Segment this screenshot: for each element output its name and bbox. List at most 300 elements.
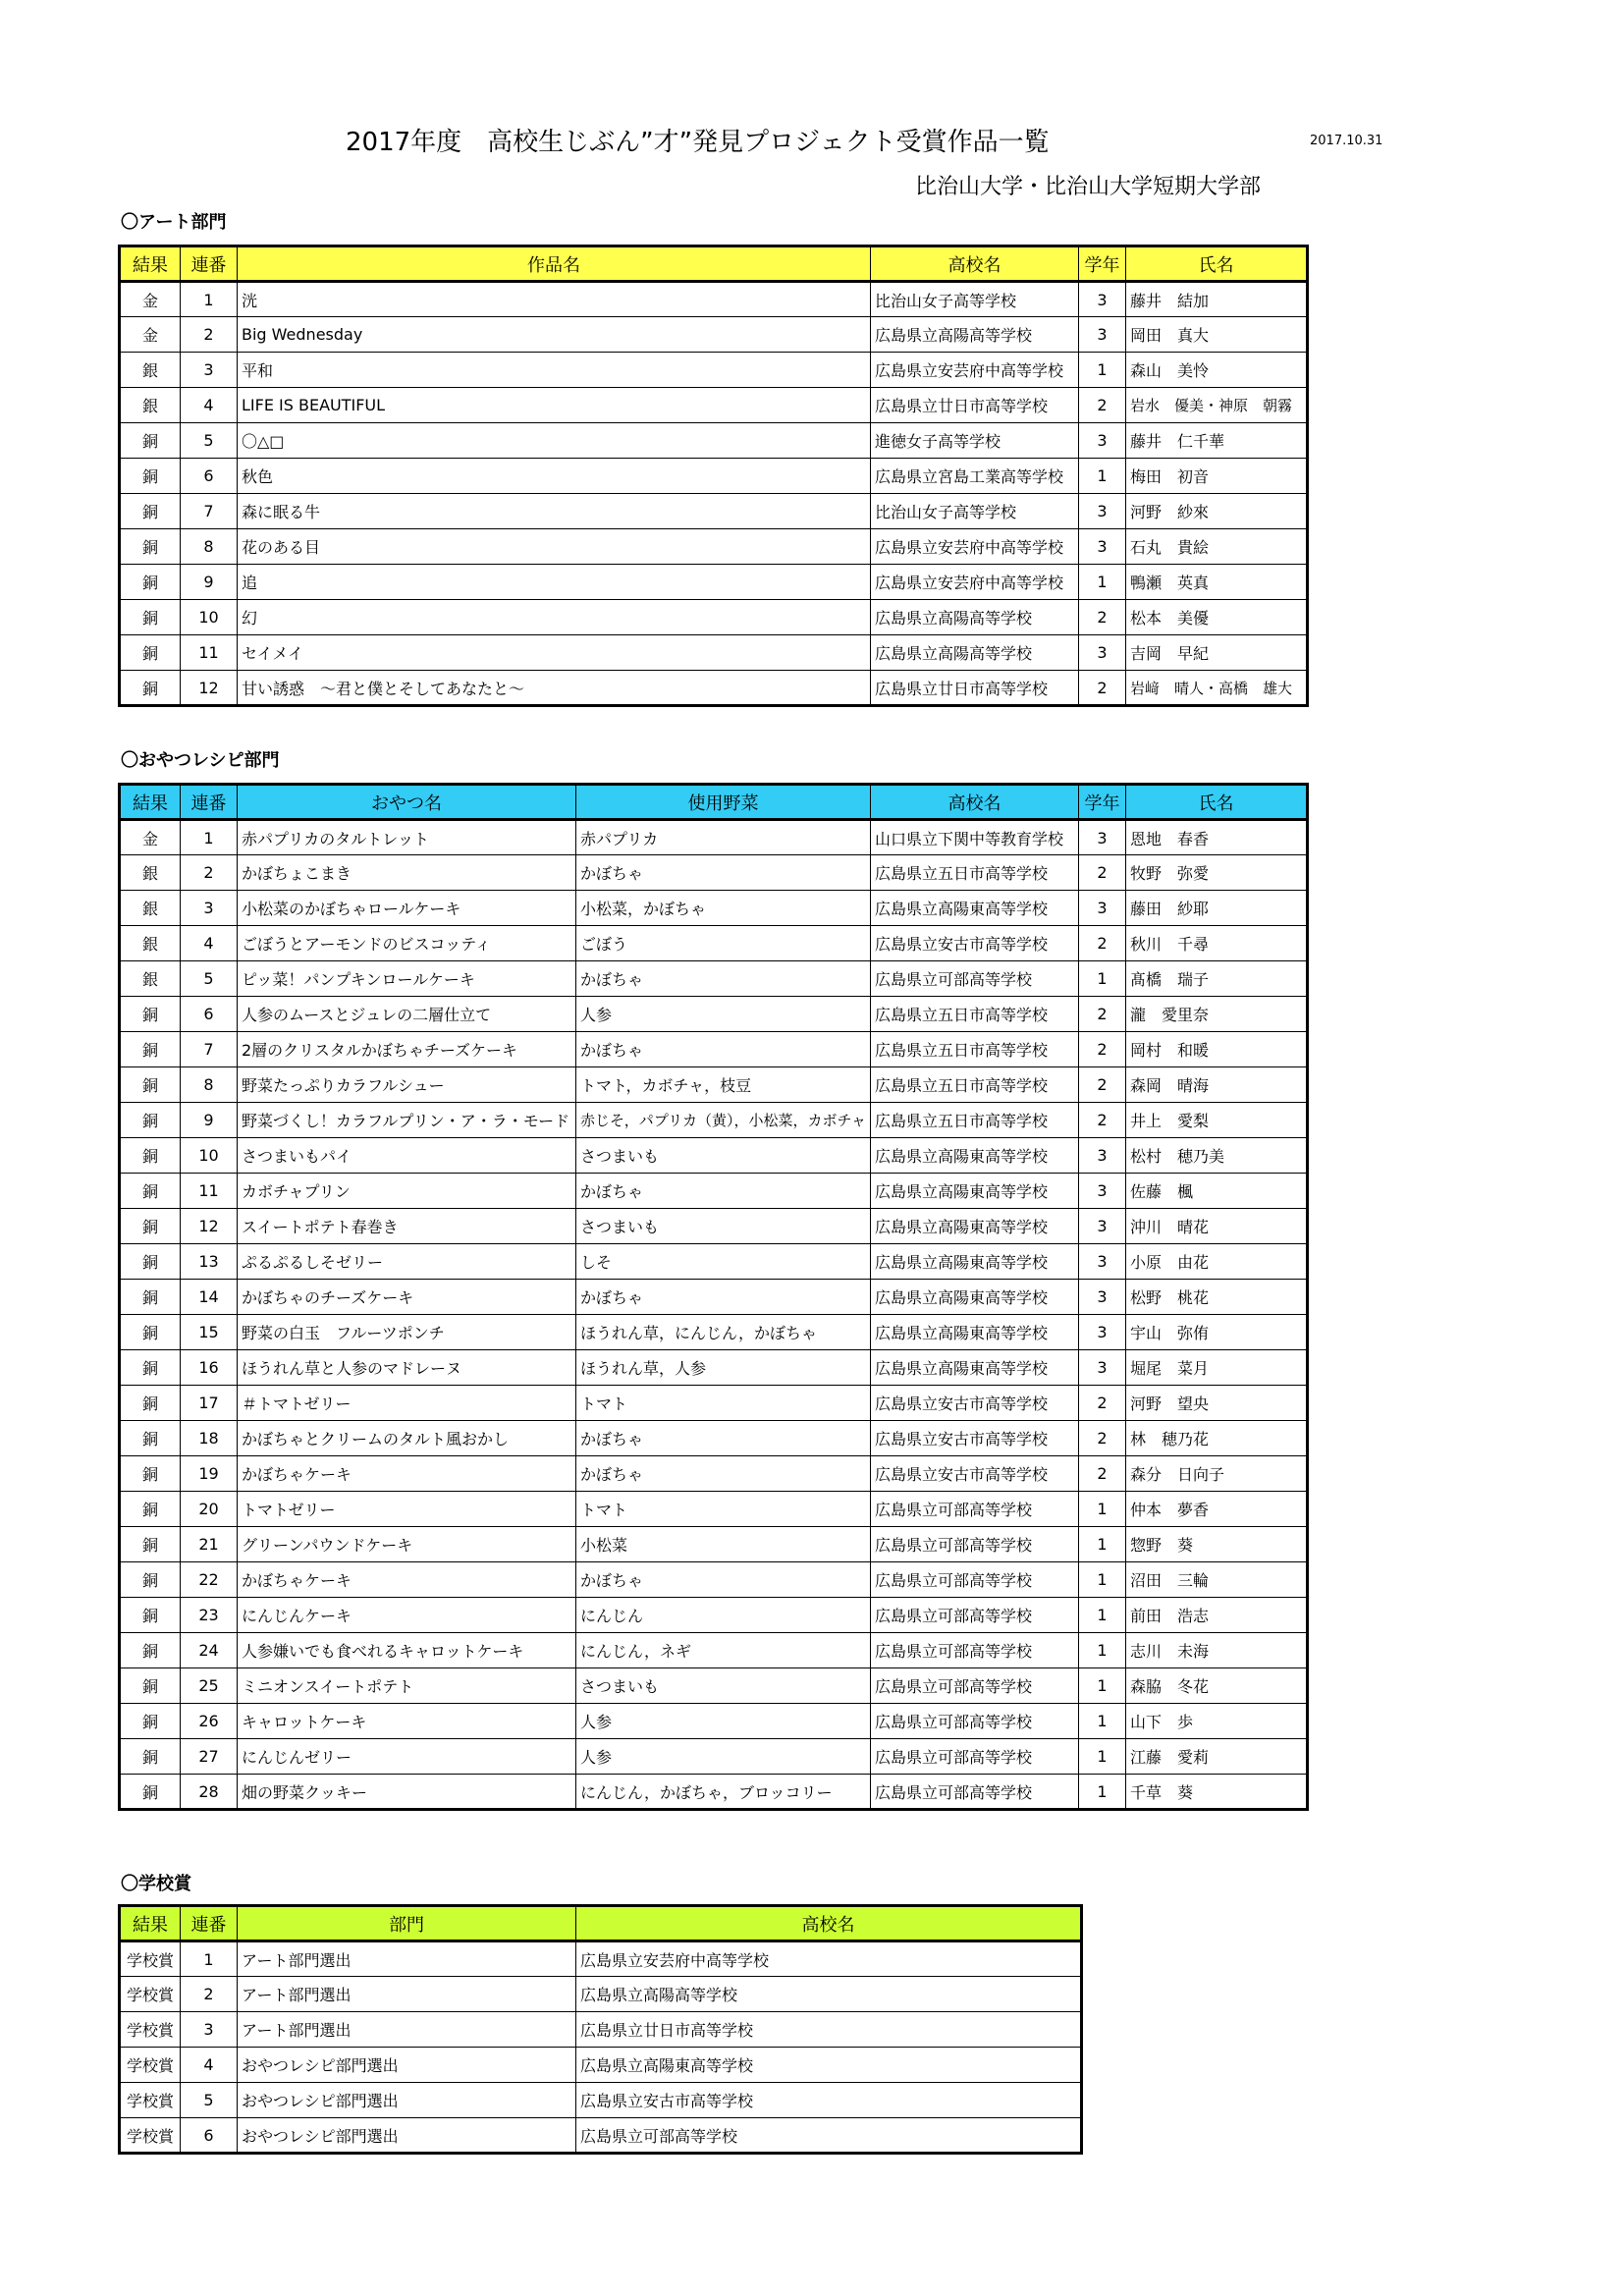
table-row [120, 600, 1308, 635]
cell-grade: 3 [1079, 1280, 1126, 1315]
table-row [120, 1174, 1308, 1209]
cell-no: 4 [181, 2048, 238, 2083]
cell-result: 銅 [120, 671, 181, 706]
cell-name: 森岡 晴海 [1126, 1067, 1308, 1103]
cell-snack: 畑の野菜クッキー [238, 1775, 576, 1810]
cell-school: 広島県立高陽東高等学校 [871, 1244, 1079, 1280]
cell-grade: 2 [1079, 1032, 1126, 1067]
cell-name: 瀧 愛里奈 [1126, 997, 1308, 1032]
cell-work: 平和 [238, 353, 871, 388]
cell-school: 広島県立高陽高等学校 [871, 317, 1079, 353]
table-row [120, 388, 1308, 423]
cell-school: 広島県立廿日市高等学校 [576, 2012, 1082, 2048]
cell-school: 広島県立高陽東高等学校 [576, 2048, 1082, 2083]
cell-school: 広島県立高陽東高等学校 [871, 1350, 1079, 1386]
cell-grade: 1 [1079, 1739, 1126, 1775]
table-row [120, 1598, 1308, 1633]
table-row [120, 926, 1308, 961]
cell-dept: アート部門選出 [238, 1977, 576, 2012]
cell-result: 学校賞 [120, 2048, 181, 2083]
cell-veg: ほうれん草，人参 [576, 1350, 871, 1386]
cell-snack: にんじんケーキ [238, 1598, 576, 1633]
cell-name: 岩﨑 晴人・高橋 雄大 [1126, 671, 1308, 706]
cell-veg: かぼちゃ [576, 961, 871, 997]
cell-no: 27 [181, 1739, 238, 1775]
cell-grade: 1 [1079, 1704, 1126, 1739]
cell-snack: 赤パプリカのタルトレット [238, 820, 576, 855]
cell-grade: 3 [1079, 1244, 1126, 1280]
cell-name: 鴨瀬 英真 [1126, 565, 1308, 600]
table-row [120, 1739, 1308, 1775]
cell-no: 7 [181, 494, 238, 529]
cell-snack: ＃トマトゼリー [238, 1386, 576, 1421]
cell-veg: にんじん [576, 1598, 871, 1633]
cell-result: 銅 [120, 1174, 181, 1209]
cell-no: 2 [181, 855, 238, 891]
table-row [120, 1032, 1308, 1067]
cell-no: 14 [181, 1280, 238, 1315]
cell-school: 広島県立可部高等学校 [871, 1775, 1079, 1810]
cell-snack: カボチャプリン [238, 1174, 576, 1209]
cell-result: 銅 [120, 1244, 181, 1280]
cell-result: 銅 [120, 459, 181, 494]
table-row [120, 1704, 1308, 1739]
cell-no: 1 [181, 1941, 238, 1977]
cell-result: 銅 [120, 1209, 181, 1244]
cell-no: 7 [181, 1032, 238, 1067]
cell-grade: 2 [1079, 388, 1126, 423]
cell-no: 15 [181, 1315, 238, 1350]
cell-school: 広島県立可部高等学校 [871, 1527, 1079, 1562]
cell-school: 広島県立安古市高等学校 [871, 1456, 1079, 1492]
cell-veg: 赤パプリカ [576, 820, 871, 855]
cell-veg: 人参 [576, 1704, 871, 1739]
cell-name: 山下 歩 [1126, 1704, 1308, 1739]
cell-name: 沼田 三輪 [1126, 1562, 1308, 1598]
table-row [120, 1456, 1308, 1492]
cell-no: 3 [181, 891, 238, 926]
cell-name: 井上 愛梨 [1126, 1103, 1308, 1138]
cell-result: 銅 [120, 635, 181, 671]
cell-snack: スイートポテト春巻き [238, 1209, 576, 1244]
cell-grade: 1 [1079, 1633, 1126, 1668]
cell-result: 銅 [120, 1067, 181, 1103]
table-row [120, 1209, 1308, 1244]
cell-no: 6 [181, 459, 238, 494]
cell-veg: かぼちゃ [576, 855, 871, 891]
cell-dept: おやつレシピ部門選出 [238, 2083, 576, 2118]
cell-result: 銀 [120, 891, 181, 926]
cell-snack: 人参のムースとジュレの二層仕立て [238, 997, 576, 1032]
cell-school: 広島県立安古市高等学校 [576, 2083, 1082, 2118]
cell-school: 広島県立可部高等学校 [871, 1562, 1079, 1598]
cell-school: 広島県立高陽高等学校 [871, 635, 1079, 671]
cell-name: 髙橋 瑞子 [1126, 961, 1308, 997]
table-row [120, 529, 1308, 565]
cell-grade: 2 [1079, 926, 1126, 961]
school-award-table [118, 1904, 1083, 2155]
cell-no: 20 [181, 1492, 238, 1527]
table-row [120, 855, 1308, 891]
cell-result: 銅 [120, 529, 181, 565]
cell-veg: かぼちゃ [576, 1280, 871, 1315]
table-row [120, 997, 1308, 1032]
cell-no: 2 [181, 317, 238, 353]
cell-no: 26 [181, 1704, 238, 1739]
cell-name: 宇山 弥侑 [1126, 1315, 1308, 1350]
cell-name: 沖川 晴花 [1126, 1209, 1308, 1244]
cell-result: 銅 [120, 997, 181, 1032]
cell-school: 広島県立五日市高等学校 [871, 997, 1079, 1032]
cell-grade: 3 [1079, 317, 1126, 353]
cell-veg: ごぼう [576, 926, 871, 961]
cell-result: 学校賞 [120, 2083, 181, 2118]
cell-veg: トマト，カボチャ，枝豆 [576, 1067, 871, 1103]
cell-grade: 3 [1079, 282, 1126, 317]
cell-snack: かぼちゃとクリームのタルト風おかし [238, 1421, 576, 1456]
table-row [120, 1527, 1308, 1562]
cell-result: 学校賞 [120, 2118, 181, 2154]
cell-result: 金 [120, 820, 181, 855]
cell-no: 28 [181, 1775, 238, 1810]
cell-result: 銅 [120, 1280, 181, 1315]
cell-grade: 2 [1079, 1421, 1126, 1456]
cell-snack: 野菜たっぷりカラフルシュー [238, 1067, 576, 1103]
header-no: 連番 [181, 1906, 238, 1941]
cell-result: 銅 [120, 1598, 181, 1633]
cell-school: 広島県立可部高等学校 [871, 1492, 1079, 1527]
cell-result: 銀 [120, 353, 181, 388]
cell-name: 森山 美怜 [1126, 353, 1308, 388]
cell-result: 銅 [120, 1103, 181, 1138]
cell-school: 広島県立可部高等学校 [871, 1668, 1079, 1704]
cell-result: 銀 [120, 855, 181, 891]
cell-grade: 1 [1079, 1492, 1126, 1527]
cell-name: 松村 穂乃美 [1126, 1138, 1308, 1174]
cell-no: 9 [181, 565, 238, 600]
cell-work: 追 [238, 565, 871, 600]
cell-work: 森に眠る牛 [238, 494, 871, 529]
cell-grade: 3 [1079, 1174, 1126, 1209]
cell-name: 牧野 弥愛 [1126, 855, 1308, 891]
table-row [120, 317, 1308, 353]
cell-name: 岩水 優美・神原 朝霧 [1126, 388, 1308, 423]
cell-snack: ぷるぷるしそゼリー [238, 1244, 576, 1280]
cell-result: 銅 [120, 1456, 181, 1492]
cell-snack: トマトゼリー [238, 1492, 576, 1527]
cell-no: 13 [181, 1244, 238, 1280]
cell-name: 秋川 千尋 [1126, 926, 1308, 961]
cell-name: 梅田 初音 [1126, 459, 1308, 494]
cell-name: 藤田 紗耶 [1126, 891, 1308, 926]
cell-veg: 人参 [576, 1739, 871, 1775]
table-row [120, 1562, 1308, 1598]
cell-snack: ミニオンスイートポテト [238, 1668, 576, 1704]
cell-veg: ほうれん草，にんじん，かぼちゃ [576, 1315, 871, 1350]
cell-school: 広島県立可部高等学校 [576, 2118, 1082, 2154]
cell-school: 広島県立安古市高等学校 [871, 926, 1079, 961]
table-row [120, 1350, 1308, 1386]
cell-grade: 2 [1079, 1103, 1126, 1138]
cell-work: 洸 [238, 282, 871, 317]
cell-result: 銅 [120, 1138, 181, 1174]
cell-no: 21 [181, 1527, 238, 1562]
cell-grade: 3 [1079, 820, 1126, 855]
cell-school: 広島県立高陽高等学校 [871, 600, 1079, 635]
cell-school: 広島県立廿日市高等学校 [871, 388, 1079, 423]
cell-veg: しそ [576, 1244, 871, 1280]
cell-result: 金 [120, 282, 181, 317]
cell-school: 広島県立五日市高等学校 [871, 1103, 1079, 1138]
cell-result: 銅 [120, 1633, 181, 1668]
table-row [120, 2118, 1082, 2154]
table-row [120, 1668, 1308, 1704]
cell-no: 11 [181, 635, 238, 671]
cell-veg: かぼちゃ [576, 1562, 871, 1598]
cell-name: 岡村 和暖 [1126, 1032, 1308, 1067]
cell-grade: 2 [1079, 997, 1126, 1032]
cell-name: 河野 望央 [1126, 1386, 1308, 1421]
table-row [120, 1492, 1308, 1527]
cell-snack: ほうれん草と人参のマドレーヌ [238, 1350, 576, 1386]
cell-veg: にんじん，かぼちゃ，ブロッコリー [576, 1775, 871, 1810]
table-row [120, 1941, 1082, 1977]
cell-school: 広島県立可部高等学校 [871, 961, 1079, 997]
cell-veg: かぼちゃ [576, 1456, 871, 1492]
cell-grade: 1 [1079, 565, 1126, 600]
table-row [120, 1421, 1308, 1456]
cell-no: 4 [181, 388, 238, 423]
cell-school: 広島県立可部高等学校 [871, 1633, 1079, 1668]
cell-name: 仲本 夢香 [1126, 1492, 1308, 1527]
cell-grade: 2 [1079, 1456, 1126, 1492]
cell-snack: かぼちょこまき [238, 855, 576, 891]
cell-snack: さつまいもパイ [238, 1138, 576, 1174]
cell-school: 広島県立可部高等学校 [871, 1598, 1079, 1633]
table-header-row [120, 246, 1308, 282]
cell-no: 10 [181, 600, 238, 635]
cell-grade: 3 [1079, 891, 1126, 926]
header-grade: 学年 [1079, 246, 1126, 282]
cell-grade: 2 [1079, 600, 1126, 635]
cell-name: 石丸 貴絵 [1126, 529, 1308, 565]
cell-grade: 1 [1079, 1598, 1126, 1633]
cell-school: 広島県立五日市高等学校 [871, 1067, 1079, 1103]
cell-school: 広島県立高陽高等学校 [576, 1977, 1082, 2012]
table-row [120, 353, 1308, 388]
table-header-row [120, 1906, 1082, 1941]
cell-no: 1 [181, 282, 238, 317]
header-veg: 使用野菜 [576, 785, 871, 820]
cell-school: 広島県立可部高等学校 [871, 1704, 1079, 1739]
cell-grade: 3 [1079, 1315, 1126, 1350]
cell-grade: 3 [1079, 1138, 1126, 1174]
table-row [120, 1067, 1308, 1103]
cell-school: 広島県立廿日市高等学校 [871, 671, 1079, 706]
cell-veg: さつまいも [576, 1138, 871, 1174]
table-row [120, 671, 1308, 706]
cell-work: 幻 [238, 600, 871, 635]
table-row [120, 2048, 1082, 2083]
cell-result: 銅 [120, 1032, 181, 1067]
cell-veg: トマト [576, 1386, 871, 1421]
table-row [120, 1386, 1308, 1421]
cell-result: 銀 [120, 388, 181, 423]
table-row [120, 423, 1308, 459]
cell-grade: 2 [1079, 671, 1126, 706]
school-section-title: 〇学校賞 [121, 1874, 191, 1894]
cell-school: 広島県立安芸府中高等学校 [871, 353, 1079, 388]
cell-result: 金 [120, 317, 181, 353]
cell-no: 18 [181, 1421, 238, 1456]
cell-result: 銅 [120, 565, 181, 600]
header-work: 作品名 [238, 246, 871, 282]
cell-name: 森分 日向子 [1126, 1456, 1308, 1492]
cell-result: 銅 [120, 1350, 181, 1386]
cell-school: 広島県立宮島工業高等学校 [871, 459, 1079, 494]
cell-school: 比治山女子高等学校 [871, 494, 1079, 529]
cell-school: 広島県立安芸府中高等学校 [576, 1941, 1082, 1977]
cell-snack: キャロットケーキ [238, 1704, 576, 1739]
document-date: 2017.10.31 [1310, 134, 1383, 148]
cell-snack: 小松菜のかぼちゃロールケーキ [238, 891, 576, 926]
cell-name: 藤井 結加 [1126, 282, 1308, 317]
cell-school: 広島県立高陽東高等学校 [871, 891, 1079, 926]
cell-result: 銀 [120, 961, 181, 997]
cell-grade: 2 [1079, 855, 1126, 891]
cell-school: 広島県立可部高等学校 [871, 1739, 1079, 1775]
cell-no: 1 [181, 820, 238, 855]
cell-school: 広島県立安芸府中高等学校 [871, 529, 1079, 565]
cell-school: 広島県立高陽東高等学校 [871, 1138, 1079, 1174]
header-school: 高校名 [871, 785, 1079, 820]
cell-no: 8 [181, 529, 238, 565]
cell-veg: さつまいも [576, 1209, 871, 1244]
table-row [120, 1977, 1082, 2012]
cell-no: 11 [181, 1174, 238, 1209]
cell-veg: さつまいも [576, 1668, 871, 1704]
cell-work: 秋色 [238, 459, 871, 494]
cell-name: 藤井 仁千華 [1126, 423, 1308, 459]
cell-school: 進徳女子高等学校 [871, 423, 1079, 459]
cell-work: セイメイ [238, 635, 871, 671]
cell-name: 森脇 冬花 [1126, 1668, 1308, 1704]
cell-name: 岡田 真大 [1126, 317, 1308, 353]
table-row [120, 1315, 1308, 1350]
cell-school: 広島県立五日市高等学校 [871, 1032, 1079, 1067]
header-name: 氏名 [1126, 246, 1308, 282]
header-result: 結果 [120, 1906, 181, 1941]
cell-result: 学校賞 [120, 1941, 181, 1977]
cell-dept: アート部門選出 [238, 2012, 576, 2048]
cell-veg: 小松菜，かぼちゃ [576, 891, 871, 926]
cell-result: 銀 [120, 926, 181, 961]
cell-name: 惣野 葵 [1126, 1527, 1308, 1562]
cell-work: 甘い誘惑 ～君と僕とそしてあなたと～ [238, 671, 871, 706]
cell-no: 5 [181, 2083, 238, 2118]
cell-no: 6 [181, 2118, 238, 2154]
cell-no: 22 [181, 1562, 238, 1598]
cell-school: 広島県立高陽東高等学校 [871, 1174, 1079, 1209]
table-header-row [120, 785, 1308, 820]
cell-result: 銅 [120, 600, 181, 635]
table-row [120, 2012, 1082, 2048]
cell-no: 25 [181, 1668, 238, 1704]
cell-snack: 2層のクリスタルかぼちゃチーズケーキ [238, 1032, 576, 1067]
cell-no: 16 [181, 1350, 238, 1386]
cell-snack: ピッ菜！パンプキンロールケーキ [238, 961, 576, 997]
cell-name: 松野 桃花 [1126, 1280, 1308, 1315]
cell-name: 堀尾 菜月 [1126, 1350, 1308, 1386]
cell-no: 5 [181, 961, 238, 997]
table-row [120, 1103, 1308, 1138]
cell-no: 2 [181, 1977, 238, 2012]
table-row [120, 820, 1308, 855]
cell-grade: 3 [1079, 529, 1126, 565]
cell-snack: ごぼうとアーモンドのビスコッティ [238, 926, 576, 961]
cell-name: 恩地 春香 [1126, 820, 1308, 855]
cell-result: 銅 [120, 1315, 181, 1350]
cell-school: 比治山女子高等学校 [871, 282, 1079, 317]
cell-no: 8 [181, 1067, 238, 1103]
cell-result: 銅 [120, 1527, 181, 1562]
cell-veg: 小松菜 [576, 1527, 871, 1562]
cell-snack: 野菜づくし！カラフルプリン・ア・ラ・モード [238, 1103, 576, 1138]
cell-veg: にんじん，ネギ [576, 1633, 871, 1668]
cell-grade: 3 [1079, 635, 1126, 671]
cell-result: 銅 [120, 1421, 181, 1456]
cell-work: LIFE IS BEAUTIFUL [238, 388, 871, 423]
cell-work: 〇△□ [238, 423, 871, 459]
cell-snack: かぼちゃのチーズケーキ [238, 1280, 576, 1315]
cell-result: 銅 [120, 1739, 181, 1775]
cell-school: 広島県立安芸府中高等学校 [871, 565, 1079, 600]
cell-veg: 赤じそ，パプリカ（黄），小松菜，カボチャ [576, 1103, 871, 1138]
cell-result: 銅 [120, 1492, 181, 1527]
cell-dept: おやつレシピ部門選出 [238, 2048, 576, 2083]
table-row [120, 1280, 1308, 1315]
cell-school: 広島県立安古市高等学校 [871, 1421, 1079, 1456]
cell-result: 銅 [120, 1775, 181, 1810]
cell-grade: 2 [1079, 1067, 1126, 1103]
cell-no: 17 [181, 1386, 238, 1421]
cell-no: 3 [181, 353, 238, 388]
cell-veg: かぼちゃ [576, 1174, 871, 1209]
cell-name: 江藤 愛莉 [1126, 1739, 1308, 1775]
table-row [120, 565, 1308, 600]
cell-result: 銅 [120, 1704, 181, 1739]
cell-result: 学校賞 [120, 1977, 181, 2012]
table-row [120, 891, 1308, 926]
cell-dept: おやつレシピ部門選出 [238, 2118, 576, 2154]
cell-snack: かぼちゃケーキ [238, 1456, 576, 1492]
cell-grade: 3 [1079, 1209, 1126, 1244]
header-snack: おやつ名 [238, 785, 576, 820]
cell-snack: にんじんゼリー [238, 1739, 576, 1775]
cell-name: 林 穂乃花 [1126, 1421, 1308, 1456]
header-dept: 部門 [238, 1906, 576, 1941]
cell-result: 銅 [120, 423, 181, 459]
cell-name: 佐藤 楓 [1126, 1174, 1308, 1209]
table-row [120, 494, 1308, 529]
cell-name: 前田 浩志 [1126, 1598, 1308, 1633]
cell-grade: 3 [1079, 423, 1126, 459]
table-row [120, 1633, 1308, 1668]
cell-snack: 野菜の白玉 フルーツポンチ [238, 1315, 576, 1350]
cell-no: 6 [181, 997, 238, 1032]
snack-results-table [118, 783, 1309, 1811]
cell-veg: トマト [576, 1492, 871, 1527]
